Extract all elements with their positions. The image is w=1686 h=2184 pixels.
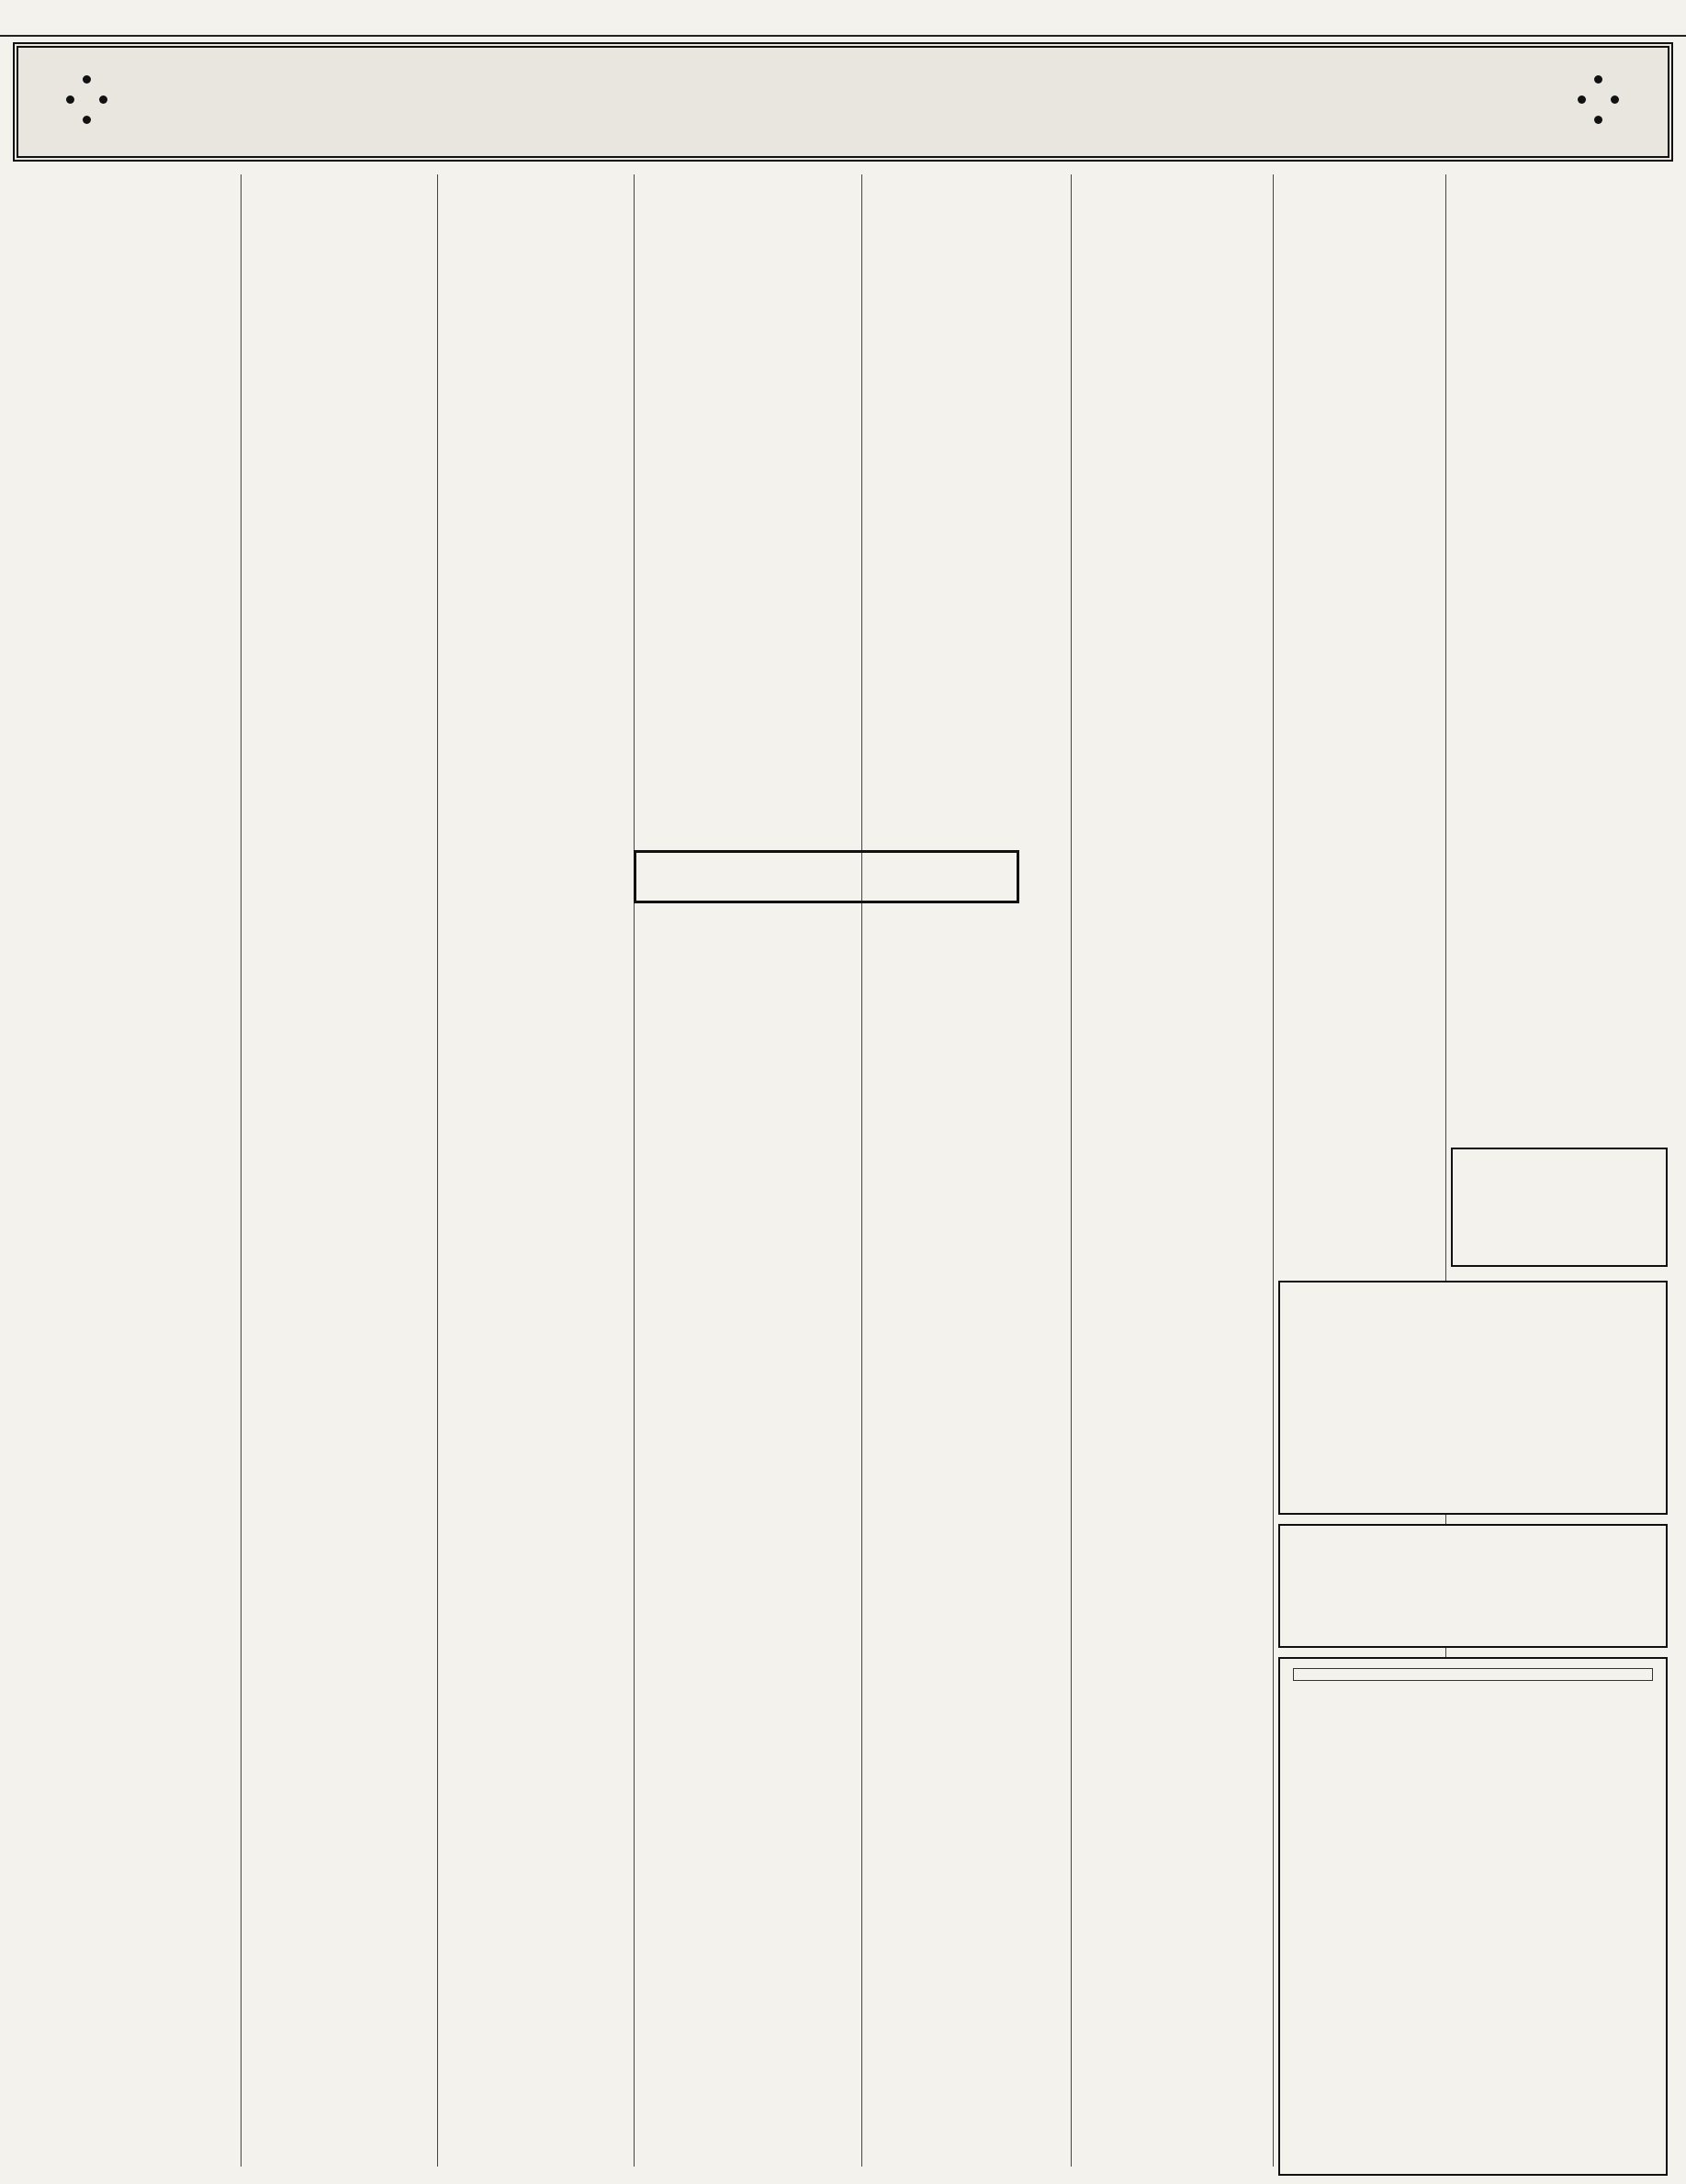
- article-column-7: [1278, 174, 1440, 909]
- trenton-school-ad: [1278, 1524, 1668, 1648]
- article-column-2: [246, 174, 432, 2171]
- article-column-8: [1451, 174, 1668, 1138]
- directory-column-2: [869, 914, 1071, 2163]
- ny-academy-ad: [1451, 1148, 1668, 1267]
- section-banner: [13, 42, 1673, 162]
- page-header: [0, 0, 1686, 37]
- directory-column-1: [634, 914, 863, 2163]
- nazarene-article: [1076, 1570, 1267, 2176]
- ornament-dots-icon: [55, 75, 119, 140]
- article-column-6: [1076, 174, 1267, 835]
- st-augustine-ad: [1278, 1281, 1668, 1515]
- tuskegee-quote: [1293, 1668, 1653, 1681]
- article-column-1: [24, 174, 233, 2171]
- article-column-4: [639, 174, 856, 835]
- article-column-3: [443, 174, 628, 2171]
- ornament-dots-icon: [1567, 75, 1631, 140]
- reunion-article: [1076, 1088, 1267, 1565]
- column-rule: [437, 174, 438, 2167]
- directory-title: [634, 850, 1019, 903]
- cole-davis-article: [1278, 918, 1440, 1267]
- column-rule: [241, 174, 242, 2167]
- article-column-5: [867, 174, 1065, 835]
- tuskegee-ad: [1278, 1657, 1668, 2176]
